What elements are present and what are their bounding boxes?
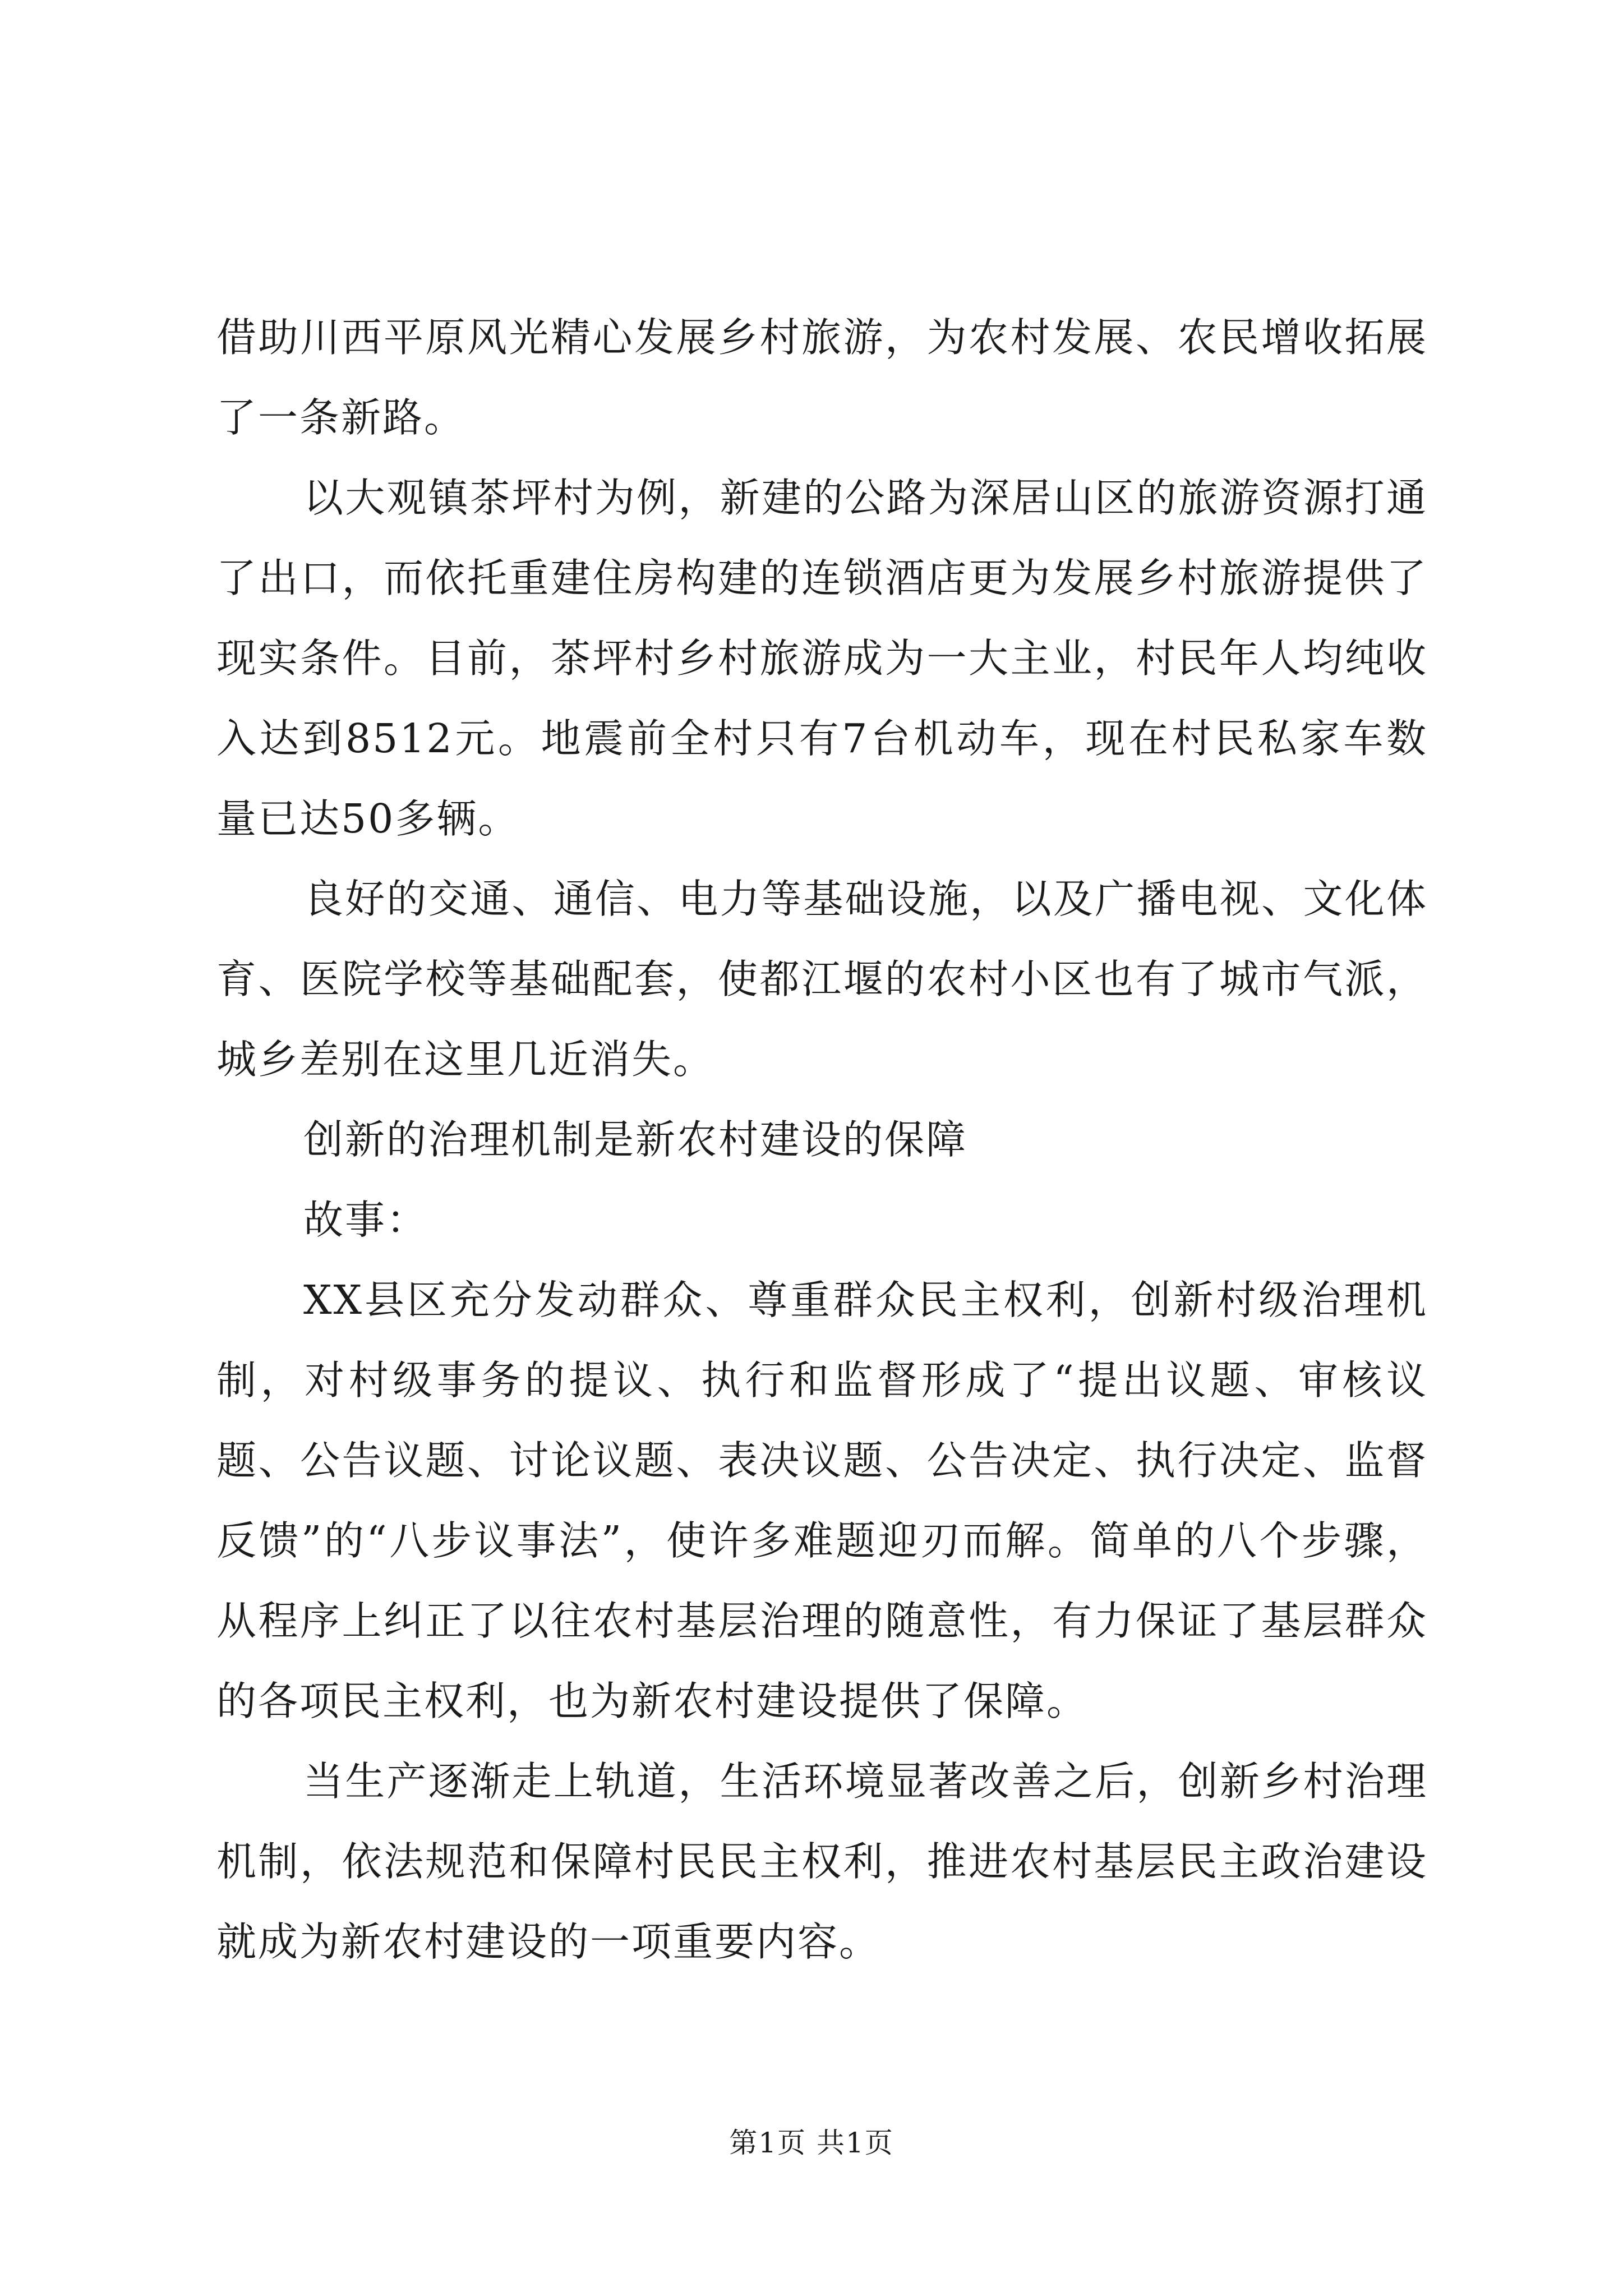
page-footer: 第1页 共1页 (729, 2127, 894, 2159)
paragraph-6: XX县区充分发动群众、尊重群众民主权利，创新村级治理机制，对村级事务的提议、执行和监督形成了“提出议题、审核议题、公告议题、讨论议题、表决议题、公告决定、执行决定、监督反馈”的“八步议事法”，使许多难题迎刃而解。简单的八个步骤，从程序上纠正了以往农村基层治理的随意性，有力保证了基层群众的各项民主权利，也为新农村建设提供了保障。 (216, 1277, 1428, 1724)
paragraph-2: 以大观镇茶坪村为例，新建的公路为深居山区的旅游资源打通了出口，而依托重建住房构建的连锁酒店更为发展乡村旅游提供了现实条件。目前，茶坪村乡村旅游成为一大主业，村民年人均纯收入达到8512元。地震前全村只有7台机动车，现在村民私家车数量已达50多辆。 (216, 475, 1428, 842)
document-body (216, 297, 1428, 1982)
paragraph-1: 借助川西平原风光精心发展乡村旅游，为农村发展、农民增收拓展了一条新路。 (216, 314, 1428, 441)
story-label: 故事： (303, 1197, 428, 1243)
section-heading: 创新的治理机制是新农村建设的保障 (303, 1116, 968, 1163)
paragraph-7: 当生产逐渐走上轨道，生活环境显著改善之后，创新乡村治理机制，依法规范和保障村民民主权利，推进农村基层民主政治建设就成为新农村建设的一项重要内容。 (216, 1758, 1428, 1965)
paragraph-3: 良好的交通、通信、电力等基础设施，以及广播电视、文化体育、医院学校等基础配套，使都江堰的农村小区也有了城市气派，城乡差别在这里几近消失。 (216, 876, 1428, 1083)
